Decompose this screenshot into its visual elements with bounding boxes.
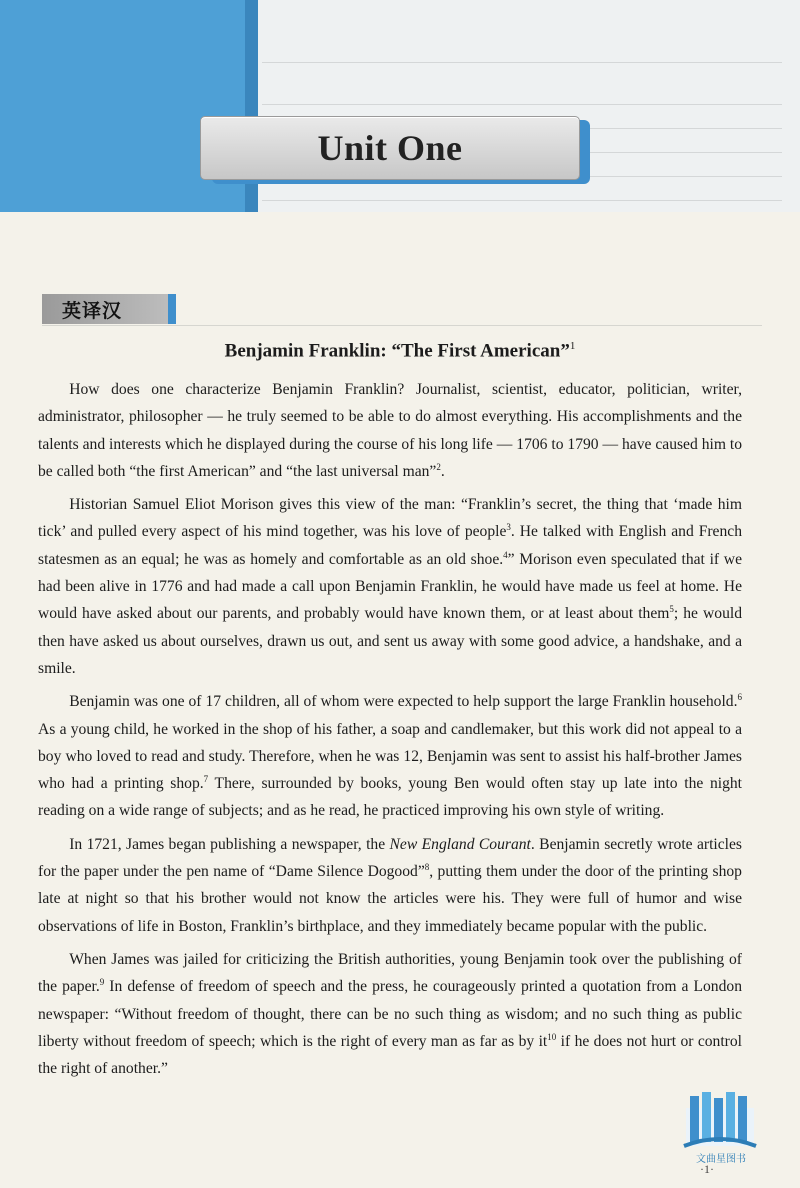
paragraph-text: ” Morison even speculated that if we had been alive in 1776 and had made a call upon Benjamin Franklin, he would have made us feel at home. He would have asked about our parents, and probably would have known them, or at least about them <box>38 550 742 623</box>
footnote-marker: 4 <box>503 549 508 560</box>
bleed-through-line <box>262 62 782 63</box>
paragraph-text: . Benjamin secretly wrote articles for the paper under the pen name of “Dame Silence Dogood” <box>38 835 742 881</box>
paragraph-text: Historian Samuel Eliot Morison gives this view of the man: “Franklin’s secret, the thing that ‘made him tick’ and pulled every aspect of his mind together, was his love of people <box>38 496 742 541</box>
article-paragraph <box>38 946 742 1082</box>
article-paragraph <box>38 491 742 682</box>
footnote-marker: 9 <box>99 977 105 988</box>
article-body <box>38 376 742 1088</box>
section-divider <box>42 325 762 326</box>
paragraph-text: ; he would then have asked us about ourselves, drawn us out, and sent us away with some good advice, a handshake, and a smile. <box>38 605 742 677</box>
footnote-marker: 1 <box>569 340 576 352</box>
bleed-through-line <box>262 104 782 105</box>
article-paragraph <box>38 688 742 824</box>
footnote-marker: 3 <box>506 522 511 533</box>
unit-title: Unit One <box>317 128 463 168</box>
paragraph-text: if he does not hurt or control the right of another.” <box>38 1032 743 1078</box>
paragraph-text: In defense of freedom of speech and the press, he courageously printed a quotation from a London newspaper: “Without freedom of thought, there can be no such thing as wisdom; and no such thing as public liberty without freedom of speech; which is the right of every man as far as by it <box>38 978 742 1050</box>
paragraph-text: As a young child, he worked in the shop of his father, a soap and candlemaker, but this work did not appeal to a boy who loved to read and study. Therefore, when he was 12, Benjamin was sent to assist his half-brother James who had a printing shop. <box>38 720 742 793</box>
paragraph-text: How does one characterize Benjamin Franklin? Journalist, scientist, educator, politician, writer, administrator, philosopher — he truly seemed to be able to do almost everything. His accomplishments and the talents and interests which he displayed during the course of his long life — 1706 to 1790 — have caused him to be called both “the first American” and “the last universal man” <box>38 381 742 480</box>
publication-name: New England Courant <box>389 835 531 853</box>
publisher-logo-icon <box>680 1080 760 1160</box>
footnote-marker: 5 <box>669 604 674 615</box>
article-title-text: Benjamin Franklin: “The First American” <box>224 340 570 362</box>
paragraph-text: . <box>440 462 445 480</box>
page-number: ·1· <box>700 1162 714 1176</box>
footnote-marker: 2 <box>436 461 441 472</box>
footnote-marker: 10 <box>547 1031 557 1042</box>
bleed-through-line <box>262 200 782 201</box>
paragraph-text: . He talked with English and French statesmen as an equal; he was as homely and comfortable as an old shoe. <box>38 523 742 568</box>
footnote-marker: 7 <box>203 773 209 784</box>
article-paragraph <box>38 831 742 940</box>
paragraph-text: In 1721, James began publishing a newspaper, the <box>69 835 390 853</box>
unit-title-box <box>200 116 580 180</box>
paragraph-text: When James was jailed for criticizing the British authorities, young Benjamin took over the publishing of the paper. <box>38 950 742 996</box>
paragraph-text: Benjamin was one of 17 children, all of whom were expected to help support the large Franklin household. <box>69 693 738 711</box>
section-label: 英译汉 <box>62 299 123 322</box>
section-tag-accent <box>168 294 176 324</box>
footnote-marker: 6 <box>737 692 742 703</box>
article-paragraph <box>38 376 742 485</box>
footnote-marker: 8 <box>424 861 430 872</box>
section-tag <box>42 294 170 324</box>
article-title <box>0 340 800 362</box>
paragraph-text: There, surrounded by books, young Ben would often stay up late into the night reading on a wide range of subjects; and as he read, he practiced improving his own style of writing. <box>38 775 742 820</box>
publisher-logo-text: 文曲星图书 <box>696 1154 746 1165</box>
paragraph-text: , putting them under the door of the printing shop late at night so that his brother would not know the articles were his. They were full of humor and wise observations of life in Boston, Franklin’s birthplace, and they immediately became popular with the public. <box>38 863 742 935</box>
